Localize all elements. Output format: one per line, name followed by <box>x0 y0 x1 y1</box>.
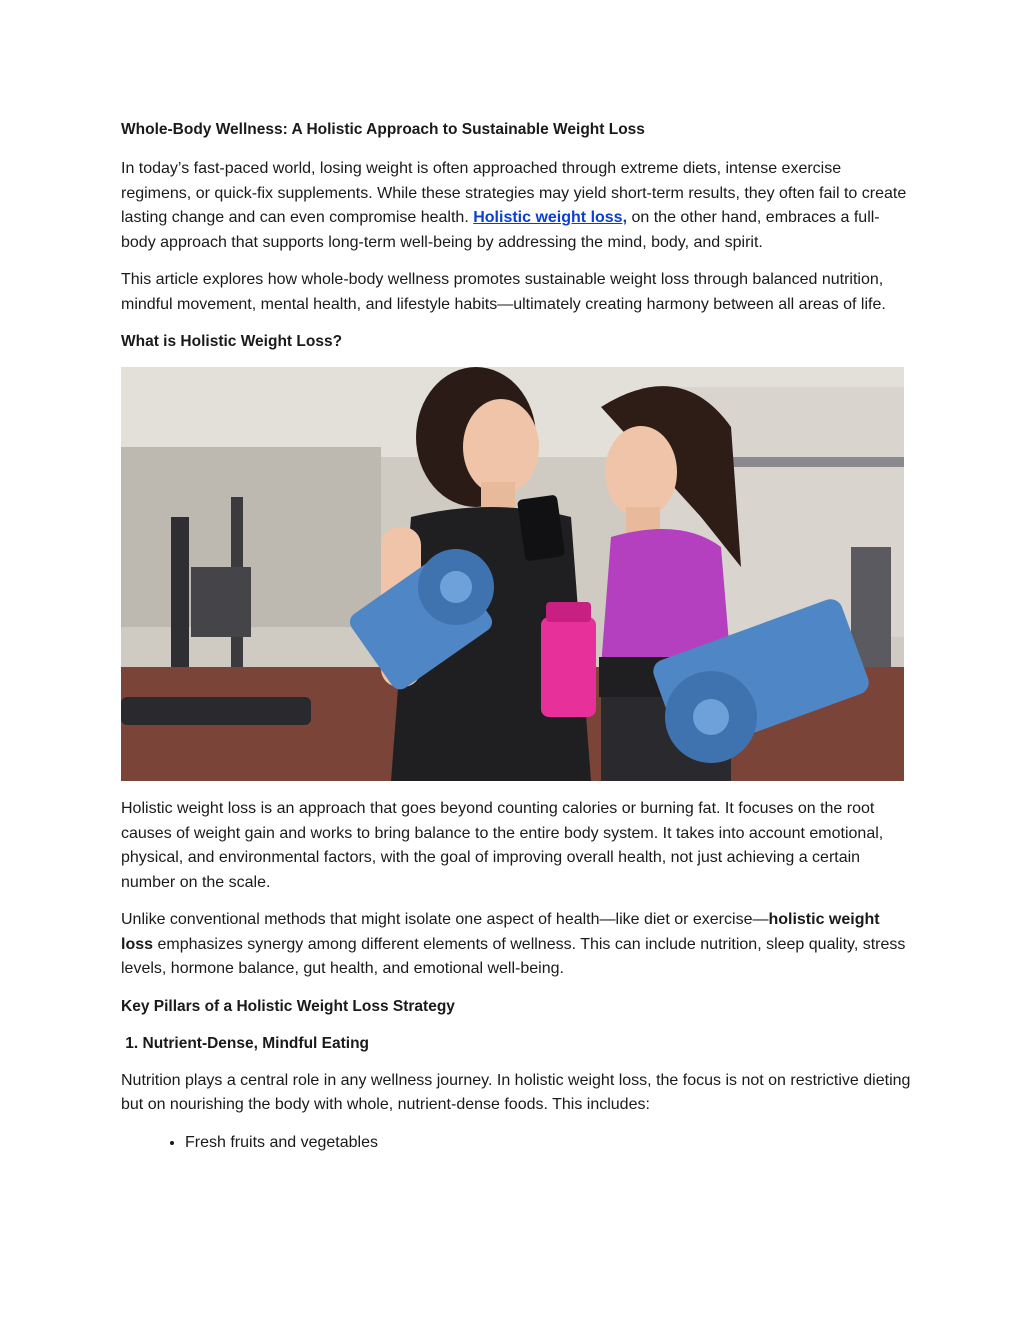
what-text-a: Unlike conventional methods that might isolate one aspect of health—like diet or exercise— <box>121 911 769 928</box>
intro-text-a: In today’s fast-paced world, losing weight is often approached through extreme diets, intense exercise regimens, or quick-fix supplements. While these strategies may yield short-term results, they often fail to create lasting change and can even compromise health. <box>121 160 907 226</box>
equipment-rack-left <box>171 517 189 687</box>
intro-paragraph-2: This article explores how whole-body wellness promotes sustainable weight loss through balanced nutrition, mindful movement, mental health, and lifestyle habits—ultimately creating harmony between all areas of life. <box>121 271 886 313</box>
nutrition-list <box>121 1131 911 1155</box>
holistic-weight-loss-bold: holistic weight loss <box>121 911 880 953</box>
heading-key-pillars: Key Pillars of a Holistic Weight Loss Strategy <box>121 997 455 1015</box>
intro-paragraph-1 <box>121 157 911 255</box>
bench <box>121 697 311 725</box>
shaker-bottle <box>541 617 596 717</box>
left-woman-face <box>463 399 539 495</box>
what-paragraph-1: Holistic weight loss is an approach that goes beyond counting calories or burning fat. It focuses on the root causes of weight gain and works to bring balance to the entire body system. It takes into account emotional, physical, and environmental factors, with the goal of improving overall health, not just achieving a certain number on the scale. <box>121 800 884 891</box>
holistic-weight-loss-link[interactable]: Holistic weight loss, <box>473 209 628 226</box>
shaker-lid <box>546 602 591 622</box>
heading-nutrient-dense: 1. Nutrient-Dense, Mindful Eating <box>121 1034 370 1052</box>
intro-text-b: on the other hand, embraces a full-body approach that supports long-term well-being by addressing the mind, body, and spirit. <box>121 209 880 251</box>
nutrition-paragraph: Nutrition plays a central role in any wellness journey. In holistic weight loss, the focus is not on restrictive dieting but on nourishing the body with whole, nutrient-dense foods. This includes: <box>121 1071 911 1113</box>
right-mat-roll-core <box>693 699 729 735</box>
right-woman-face <box>605 426 677 518</box>
list-item: • Fresh fruits and vegetables <box>185 1131 911 1155</box>
equipment-weights <box>191 567 251 637</box>
what-text-b: emphasizes synergy among different elements of wellness. This can include nutrition, sleep quality, stress levels, hormone balance, gut health, and emotional well-being. <box>121 935 906 977</box>
what-paragraph-2 <box>121 908 911 982</box>
article-title: Whole-Body Wellness: A Holistic Approach to Sustainable Weight Loss <box>121 121 645 138</box>
gym-photo <box>121 367 904 781</box>
equipment-bar <box>721 457 904 467</box>
left-mat-roll-core <box>440 571 472 603</box>
document-page <box>121 118 911 1155</box>
heading-what-is: What is Holistic Weight Loss? <box>121 333 343 350</box>
smartphone <box>517 495 565 562</box>
